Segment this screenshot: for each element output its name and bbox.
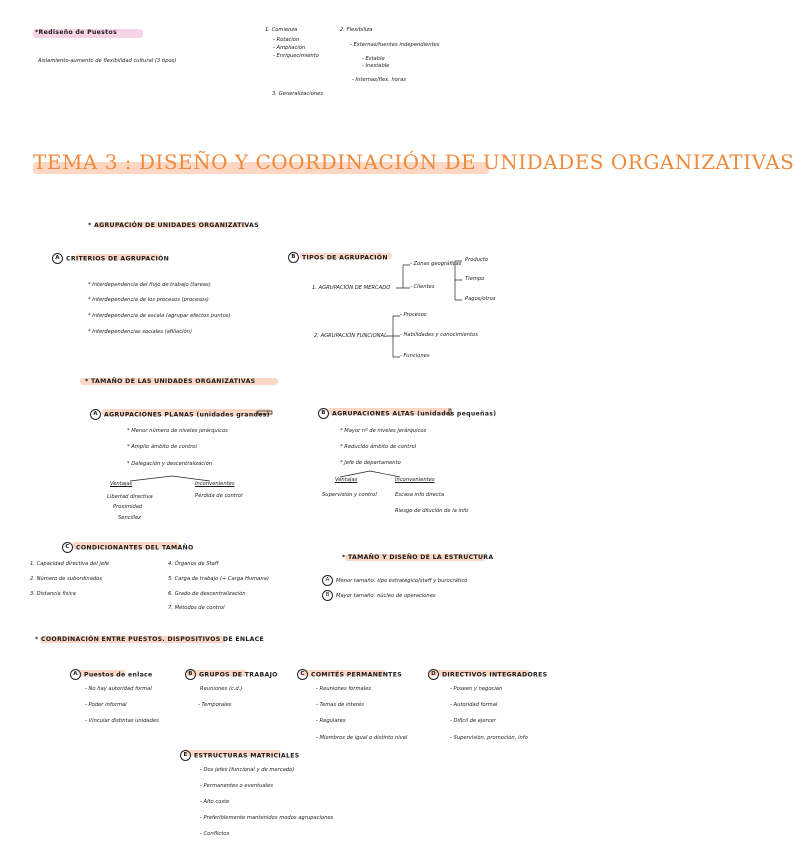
coord-c-item: - Temas de interés [316, 702, 364, 708]
agrupacion-a-item: * Interdependencias sociales (afiliación) [88, 329, 192, 335]
coord-e-item: - Dos jefes (funcional y de mercado) [200, 767, 295, 773]
circle-b-icon: B [185, 669, 196, 680]
tamano-c2: 6. Grado de descentralización [168, 591, 246, 597]
coord-c-item: - Miembros de igual o distinto nivel [316, 735, 408, 741]
coord-a-title: A Puestos de enlace [70, 669, 153, 680]
circle-a-icon: A [90, 409, 101, 420]
tamano-c1: 1. Capacidad directiva del jefe [30, 561, 110, 567]
top-col2-0: 2. Flexibiliza [340, 27, 373, 33]
tamano-c1: 3. Distancia física [30, 591, 76, 597]
agrupacion-b1-right: Pagos/otros [465, 296, 496, 302]
top-col2-1: - Externas/fuentes independientes [350, 42, 440, 48]
circle-c-icon: C [62, 542, 73, 553]
agrupacion-b1-sub: - Clientes [410, 284, 435, 290]
coord-d-item: - Autoridad formal [450, 702, 498, 708]
coord-e-item: - Preferiblemente mantenidos modos agrupaciones [200, 815, 334, 821]
tamano-a-i-item: Pérdida de control [195, 493, 243, 499]
agrupacion-b1-sub: - Zonas geográficas [410, 261, 462, 267]
agrupacion-b2-sub: - Procesos [400, 312, 427, 318]
tamano-b-item: * Mayor nº de niveles jerárquicos [340, 428, 427, 434]
agrupacion-a-title: A CRITERIOS DE AGRUPACIÓN [52, 253, 169, 264]
tamano-a-v-item: Libertad directiva [107, 494, 153, 500]
tamano-a-ventajas: Ventajas [110, 481, 133, 487]
circle-a-icon: A [70, 669, 81, 680]
agrupacion-heading: * AGRUPACIÓN DE UNIDADES ORGANIZATIVAS [88, 222, 259, 229]
coord-b-title: B GRUPOS DE TRABAJO [185, 669, 278, 680]
top-col2-3: - Inestable [362, 63, 390, 69]
tamano-a-inconvenientes: Inconvenientes [195, 481, 235, 487]
agrupacion-a-item: * Interdependencia de escala (agrupar efectos puntos) [88, 313, 231, 319]
tamano-a-item: * Menor número de niveles jerárquicos [127, 428, 228, 434]
tamano-c-title: C CONDICIONANTES DEL TAMAÑO [62, 542, 194, 553]
coord-d-title: D DIRECTIVOS INTEGRADORES [428, 669, 547, 680]
circle-c-icon: C [297, 669, 308, 680]
coord-c-title: C COMITÉS PERMANENTES [297, 669, 402, 680]
circle-b-icon: B [288, 252, 299, 263]
tamano-c2: 4. Órganos de Staff [168, 561, 219, 567]
tamano-a-item: * Delegación y descentralización [127, 461, 213, 467]
rediseno-text: Aislamiento-aumento de flexibilidad cultural (3 tipos) [38, 58, 177, 64]
circle-d-icon: D [428, 669, 439, 680]
coord-e-item: - Alto coste [200, 799, 230, 805]
top-col1-3: - Enriquecimiento [273, 53, 319, 59]
tamano-a-item: * Amplio ámbito de control [127, 444, 197, 450]
tamano-b-title: B AGRUPACIONES ALTAS (unidades pequeñas) [318, 408, 496, 419]
coord-d-item: - Supervisión, promoción, info [450, 735, 528, 741]
tamano-a-title: A AGRUPACIONES PLANAS (unidades grandes) [90, 409, 270, 420]
coord-e-item: - Conflictos [200, 831, 230, 837]
coord-c-item: - Reuniones formales [316, 686, 372, 692]
agrupacion-a-item: * Interdependencia de los procesos (procesos) [88, 297, 209, 303]
tamano-c2: 5. Carga de trabajo (+ Carga Humana) [168, 576, 269, 582]
top-col1-4: 3. Generalizaciones [272, 91, 324, 97]
coord-e-item: - Permanentes o eventuales [200, 783, 273, 789]
agrupacion-b1-right: Producto [465, 257, 489, 263]
top-col1-2: - Ampliación [273, 45, 306, 51]
coord-c-item: - Regulares [316, 718, 346, 724]
top-col2-4: - Internas/flex. horas [352, 77, 407, 83]
circle-e-icon: E [180, 750, 191, 761]
tamano-b-v-item: Supervisión y control [322, 492, 377, 498]
circle-a-icon: A [52, 253, 63, 264]
tamano-d-title: * TAMAÑO Y DISEÑO DE LA ESTRUCTURA [342, 554, 494, 561]
agrupacion-b1: 1. AGRUPACIÓN DE MERCADO [312, 285, 391, 291]
tamano-b-i-item: Riesgo de dilución de la info [395, 508, 469, 514]
coord-d-item: - Difícil de ejercer [450, 718, 496, 724]
tamano-a-v-item: Sencillez [118, 515, 141, 521]
tamano-d-item: B Mayor tamaño: núcleo de operaciones [322, 590, 436, 601]
rediseno-title: *Rediseño de Puestos [35, 29, 117, 36]
coord-b-item: - Temporales [198, 702, 232, 708]
agrupacion-b2: 2. AGRUPACIÓN FUNCIONAL [314, 333, 387, 339]
agrupacion-a-item: * Interdependencia del flujo de trabajo (tareas) [88, 282, 211, 288]
top-col1-0: 1. Comienza [265, 27, 298, 33]
agrupacion-b1-right: Tiempo [465, 276, 485, 282]
coord-heading: * COORDINACIÓN ENTRE PUESTOS. DISPOSITIVOS DE ENLACE [35, 636, 265, 643]
tamano-b-inconvenientes: Inconvenientes [395, 477, 435, 483]
tamano-b-i-item: Escasa info directa [395, 492, 445, 498]
coord-e-title: E ESTRUCTURAS MATRICIALES [180, 750, 300, 761]
agrupacion-b2-sub: - Habilidades y conocimientos [400, 332, 478, 338]
coord-a-item: - No hay autoridad formal [85, 686, 152, 692]
circle-a-icon: A [322, 575, 333, 586]
tamano-heading: * TAMAÑO DE LAS UNIDADES ORGANIZATIVAS [85, 378, 256, 385]
tamano-c1: 2. Número de subordinados [30, 576, 103, 582]
circle-b-icon: B [322, 590, 333, 601]
tamano-b-item: * Reducido ámbito de control [340, 444, 417, 450]
tamano-a-v-item: Proximidad [113, 504, 143, 510]
tamano-c2: 7. Métodos de control [168, 605, 225, 611]
coord-b-item: Reuniones (c.d.) [200, 686, 243, 692]
coord-a-item: - Poder informal [85, 702, 127, 708]
top-col1-1: - Rotación [273, 37, 300, 43]
coord-a-item: - Vincular distintas unidades [85, 718, 159, 724]
agrupacion-b-title: B TIPOS DE AGRUPACIÓN [288, 252, 388, 263]
agrupacion-b2-sub: - Funciones [400, 353, 430, 359]
tamano-b-item: * Jefe de departamento [340, 460, 401, 466]
circle-b-icon: B [318, 408, 329, 419]
top-col2-2: - Estable [362, 56, 385, 62]
tamano-b-ventajas: Ventajas [335, 477, 358, 483]
tamano-d-item: A Menor tamaño: tipo estratégico/staff y burocrático [322, 575, 467, 586]
coord-d-item: - Poseen y negocian [450, 686, 503, 692]
page-title: TEMA 3 : DISEÑO Y COORDINACIÓN DE UNIDADES ORGANIZATIVAS [33, 150, 794, 174]
